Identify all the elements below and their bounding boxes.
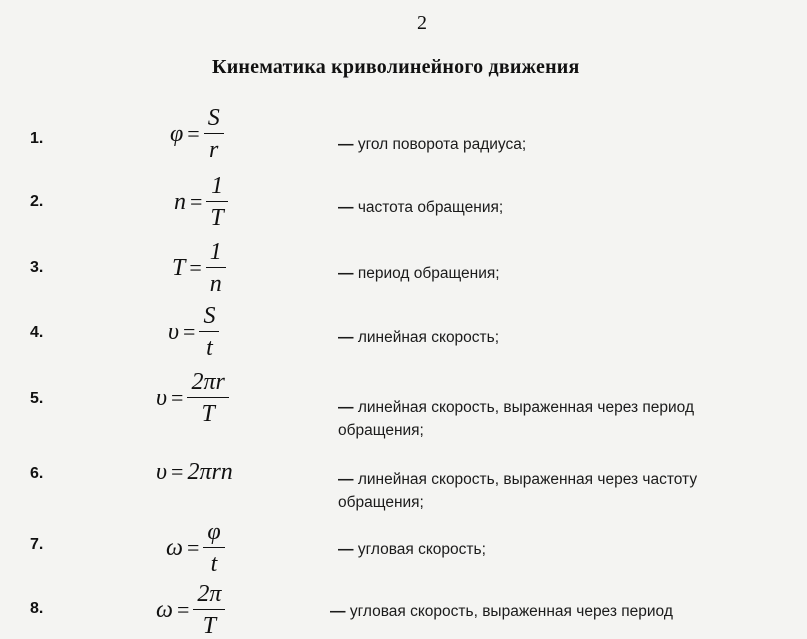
fraction-denominator: r: [209, 137, 219, 163]
description-dash: —: [338, 399, 354, 416]
equals-sign: =: [189, 255, 202, 280]
formula-description: [338, 262, 768, 285]
formula-entry: [0, 106, 807, 172]
formula: [156, 582, 225, 638]
formula-number: 8.: [30, 600, 44, 617]
formula-lhs: υ: [156, 458, 168, 485]
formula-lhs: υ: [156, 384, 168, 411]
formula-number: 3.: [30, 259, 44, 276]
formula-entry: [0, 240, 807, 306]
description-text: угловая скорость, выраженная через период: [349, 603, 673, 620]
formula-number: 6.: [30, 465, 44, 482]
formula-number: 1.: [30, 130, 44, 147]
fraction: [193, 582, 225, 638]
fraction: [199, 304, 219, 360]
formula-description: [338, 133, 768, 156]
fraction: [206, 240, 226, 296]
fraction-denominator: T: [202, 613, 217, 639]
fraction-numerator: S: [199, 304, 219, 332]
formula: [172, 240, 226, 296]
formula: [156, 458, 233, 486]
formula: [168, 304, 219, 360]
description-dash: —: [330, 603, 346, 620]
description-text: линейная скорость;: [357, 329, 500, 346]
fraction-denominator: T: [201, 401, 215, 427]
formula: [174, 174, 228, 230]
fraction-numerator: 1: [206, 174, 227, 202]
fraction-numerator: S: [204, 106, 224, 134]
description-text: период обращения;: [357, 265, 500, 282]
fraction-denominator: t: [210, 551, 218, 577]
page-title: Кинематика криволинейного движения: [212, 56, 580, 78]
equals-sign: =: [176, 597, 190, 622]
formula-lhs: ω: [166, 534, 183, 561]
fraction-numerator: 1: [206, 240, 226, 268]
equals-sign: =: [186, 535, 200, 560]
fraction-numerator: 2πr: [187, 370, 228, 398]
formula: [156, 370, 229, 426]
fraction-numerator: φ: [203, 520, 224, 548]
formula-entry: [0, 520, 807, 586]
equals-sign: =: [171, 385, 184, 410]
formula-number: 2.: [30, 193, 44, 210]
formula-description: [338, 196, 768, 219]
formula-description: [338, 468, 758, 514]
description-dash: —: [338, 471, 354, 488]
formula-number: 5.: [30, 390, 44, 407]
equals-sign: =: [187, 121, 200, 146]
formula-lhs: υ: [168, 318, 180, 345]
description-dash: —: [338, 136, 354, 153]
fraction-numerator: 2π: [193, 582, 225, 610]
fraction-denominator: n: [209, 271, 222, 297]
page-number: 2: [417, 12, 427, 34]
fraction-denominator: T: [210, 205, 224, 231]
formula-entry: [0, 174, 807, 240]
formula-lhs: ω: [156, 596, 173, 623]
description-dash: —: [338, 265, 354, 282]
formula-description: [338, 326, 768, 349]
formula-description: [330, 600, 770, 623]
equals-sign: =: [171, 459, 184, 485]
formula-entry: [0, 370, 807, 444]
formula-rhs: 2πrn: [187, 458, 233, 485]
formula-number: 7.: [30, 536, 44, 553]
fraction-denominator: t: [206, 335, 213, 361]
formula-entry: [0, 304, 807, 370]
description-dash: —: [338, 199, 354, 216]
formula-lhs: T: [172, 254, 186, 281]
formula: [166, 520, 225, 576]
fraction: [187, 370, 228, 426]
formula-number: 4.: [30, 324, 44, 341]
formula-entry: [0, 581, 807, 639]
description-text: угловая скорость;: [357, 541, 486, 558]
formula-entry: [0, 458, 807, 518]
formula-lhs: n: [174, 188, 186, 215]
formula: [170, 106, 224, 162]
equals-sign: =: [190, 189, 203, 214]
fraction: [203, 520, 224, 576]
fraction: [204, 106, 224, 162]
description-dash: —: [338, 329, 354, 346]
description-text: частота обращения;: [357, 199, 504, 216]
formula-lhs: φ: [170, 120, 184, 147]
description-dash: —: [338, 541, 354, 558]
description-text: линейная скорость, выраженная через частоту обращения;: [338, 471, 698, 511]
description-text: угол поворота радиуса;: [357, 136, 527, 153]
description-text: линейная скорость, выраженная через период обращения;: [338, 399, 695, 439]
formula-description: [338, 396, 758, 442]
formula-description: [338, 538, 768, 561]
equals-sign: =: [183, 319, 196, 344]
fraction: [206, 174, 227, 230]
